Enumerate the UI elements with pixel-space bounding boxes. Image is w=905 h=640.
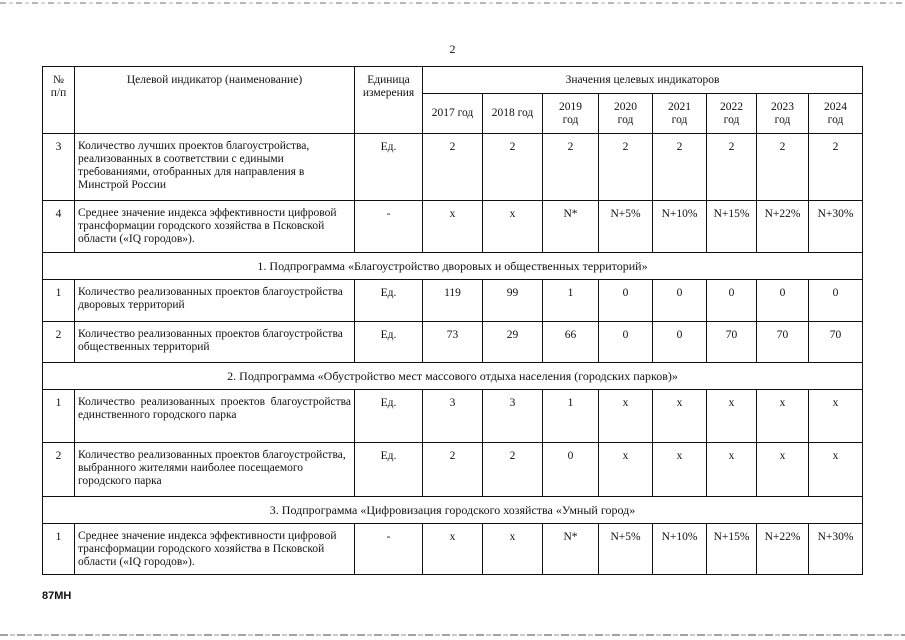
row-indicator-name: Среднее значение индекса эффективности цифровой трансформации городского хозяйства в Псковской области («IQ городов»). (75, 201, 355, 253)
row-indicator-name: Количество реализованных проектов благоустройства, выбранного жителями наиболее посещаемого городского парка (75, 443, 355, 497)
row-value: 29 (483, 322, 543, 363)
row-value: x (809, 443, 863, 497)
row-value: N+5% (599, 201, 653, 253)
row-value: 2 (543, 134, 599, 201)
row-value: 0 (809, 280, 863, 322)
row-value: 2 (599, 134, 653, 201)
row-value: 66 (543, 322, 599, 363)
row-indicator-name: Количество лучших проектов благоустройства, реализованных в соответствии с едиными требованиями, отобранных для направления в Минстрой России (75, 134, 355, 201)
row-value: x (423, 524, 483, 575)
row-unit: - (355, 201, 423, 253)
table-row (43, 322, 863, 363)
row-unit: Ед. (355, 443, 423, 497)
header-unit: Единица измерения (355, 67, 423, 134)
row-indicator-name: Среднее значение индекса эффективности цифровой трансформации городского хозяйства в Псковской области («IQ городов»). (75, 524, 355, 575)
row-value: N+30% (809, 524, 863, 575)
row-value: x (809, 390, 863, 443)
row-unit: Ед. (355, 134, 423, 201)
row-value: 0 (543, 443, 599, 497)
table-row (43, 524, 863, 575)
row-num: 1 (43, 390, 75, 443)
row-value: x (423, 201, 483, 253)
row-unit: - (355, 524, 423, 575)
row-value: 0 (653, 280, 707, 322)
header-num: № п/п (43, 67, 75, 134)
scan-edge-bottom (0, 634, 905, 636)
row-value: 119 (423, 280, 483, 322)
header-row-top (43, 67, 863, 94)
section-title: 2. Подпрограмма «Обустройство мест массового отдыха населения (городских парков)» (43, 363, 863, 390)
row-num: 1 (43, 524, 75, 575)
row-value: N+10% (653, 524, 707, 575)
row-value: x (757, 390, 809, 443)
row-unit: Ед. (355, 280, 423, 322)
row-value: x (707, 390, 757, 443)
target-indicators-table (42, 66, 863, 575)
table-row (43, 201, 863, 253)
row-value: N+22% (757, 201, 809, 253)
row-value: 2 (809, 134, 863, 201)
row-indicator-name: Количество реализованных проектов благоустройства общественных территорий (75, 322, 355, 363)
section-title: 1. Подпрограмма «Благоустройство дворовых и общественных территорий» (43, 253, 863, 280)
row-unit: Ед. (355, 322, 423, 363)
row-indicator-name: Количество реализованных проектов благоустройства единственного городского парка (75, 390, 355, 443)
row-value: x (707, 443, 757, 497)
row-value: N+5% (599, 524, 653, 575)
row-value: 2 (483, 134, 543, 201)
row-value: x (599, 443, 653, 497)
scan-edge-top (0, 2, 905, 4)
row-value: x (483, 524, 543, 575)
row-indicator-name: Количество реализованных проектов благоустройства дворовых территорий (75, 280, 355, 322)
header-year: 2021 год (653, 94, 707, 134)
row-value: 1 (543, 280, 599, 322)
section-row (43, 363, 863, 390)
row-value: 99 (483, 280, 543, 322)
row-value: N+15% (707, 201, 757, 253)
header-year: 2022 год (707, 94, 757, 134)
document-code: 87МН (42, 590, 72, 602)
table-row (43, 280, 863, 322)
row-value: 0 (653, 322, 707, 363)
row-value: 70 (707, 322, 757, 363)
row-value: x (653, 390, 707, 443)
row-value: 2 (483, 443, 543, 497)
row-value: N+10% (653, 201, 707, 253)
row-value: N+22% (757, 524, 809, 575)
header-year: 2018 год (483, 94, 543, 134)
row-value: x (653, 443, 707, 497)
header-year: 2017 год (423, 94, 483, 134)
header-year: 2020 год (599, 94, 653, 134)
row-value: N* (543, 524, 599, 575)
header-year: 2019 год (543, 94, 599, 134)
row-num: 2 (43, 443, 75, 497)
row-value: 2 (707, 134, 757, 201)
row-value: 3 (423, 390, 483, 443)
row-value: N* (543, 201, 599, 253)
row-num: 4 (43, 201, 75, 253)
section-row (43, 253, 863, 280)
row-value: x (757, 443, 809, 497)
row-value: 2 (653, 134, 707, 201)
row-value: 3 (483, 390, 543, 443)
table-row (43, 443, 863, 497)
row-value: x (483, 201, 543, 253)
header-year: 2023 год (757, 94, 809, 134)
row-value: 2 (423, 134, 483, 201)
row-num: 2 (43, 322, 75, 363)
row-value: 0 (707, 280, 757, 322)
row-value: N+30% (809, 201, 863, 253)
header-indicator: Целевой индикатор (наименование) (75, 67, 355, 134)
row-value: 0 (757, 280, 809, 322)
row-value: 73 (423, 322, 483, 363)
header-year: 2024 год (809, 94, 863, 134)
row-value: 70 (757, 322, 809, 363)
row-value: 70 (809, 322, 863, 363)
row-value: 1 (543, 390, 599, 443)
row-num: 1 (43, 280, 75, 322)
section-row (43, 497, 863, 524)
row-value: x (599, 390, 653, 443)
row-value: 0 (599, 280, 653, 322)
table-row (43, 134, 863, 201)
row-value: 0 (599, 322, 653, 363)
row-unit: Ед. (355, 390, 423, 443)
table-row (43, 390, 863, 443)
row-num: 3 (43, 134, 75, 201)
section-title: 3. Подпрограмма «Цифровизация городского хозяйства «Умный город» (43, 497, 863, 524)
row-value: N+15% (707, 524, 757, 575)
row-value: 2 (757, 134, 809, 201)
header-values-title: Значения целевых индикаторов (423, 67, 863, 94)
row-value: 2 (423, 443, 483, 497)
page-number: 2 (449, 42, 456, 56)
